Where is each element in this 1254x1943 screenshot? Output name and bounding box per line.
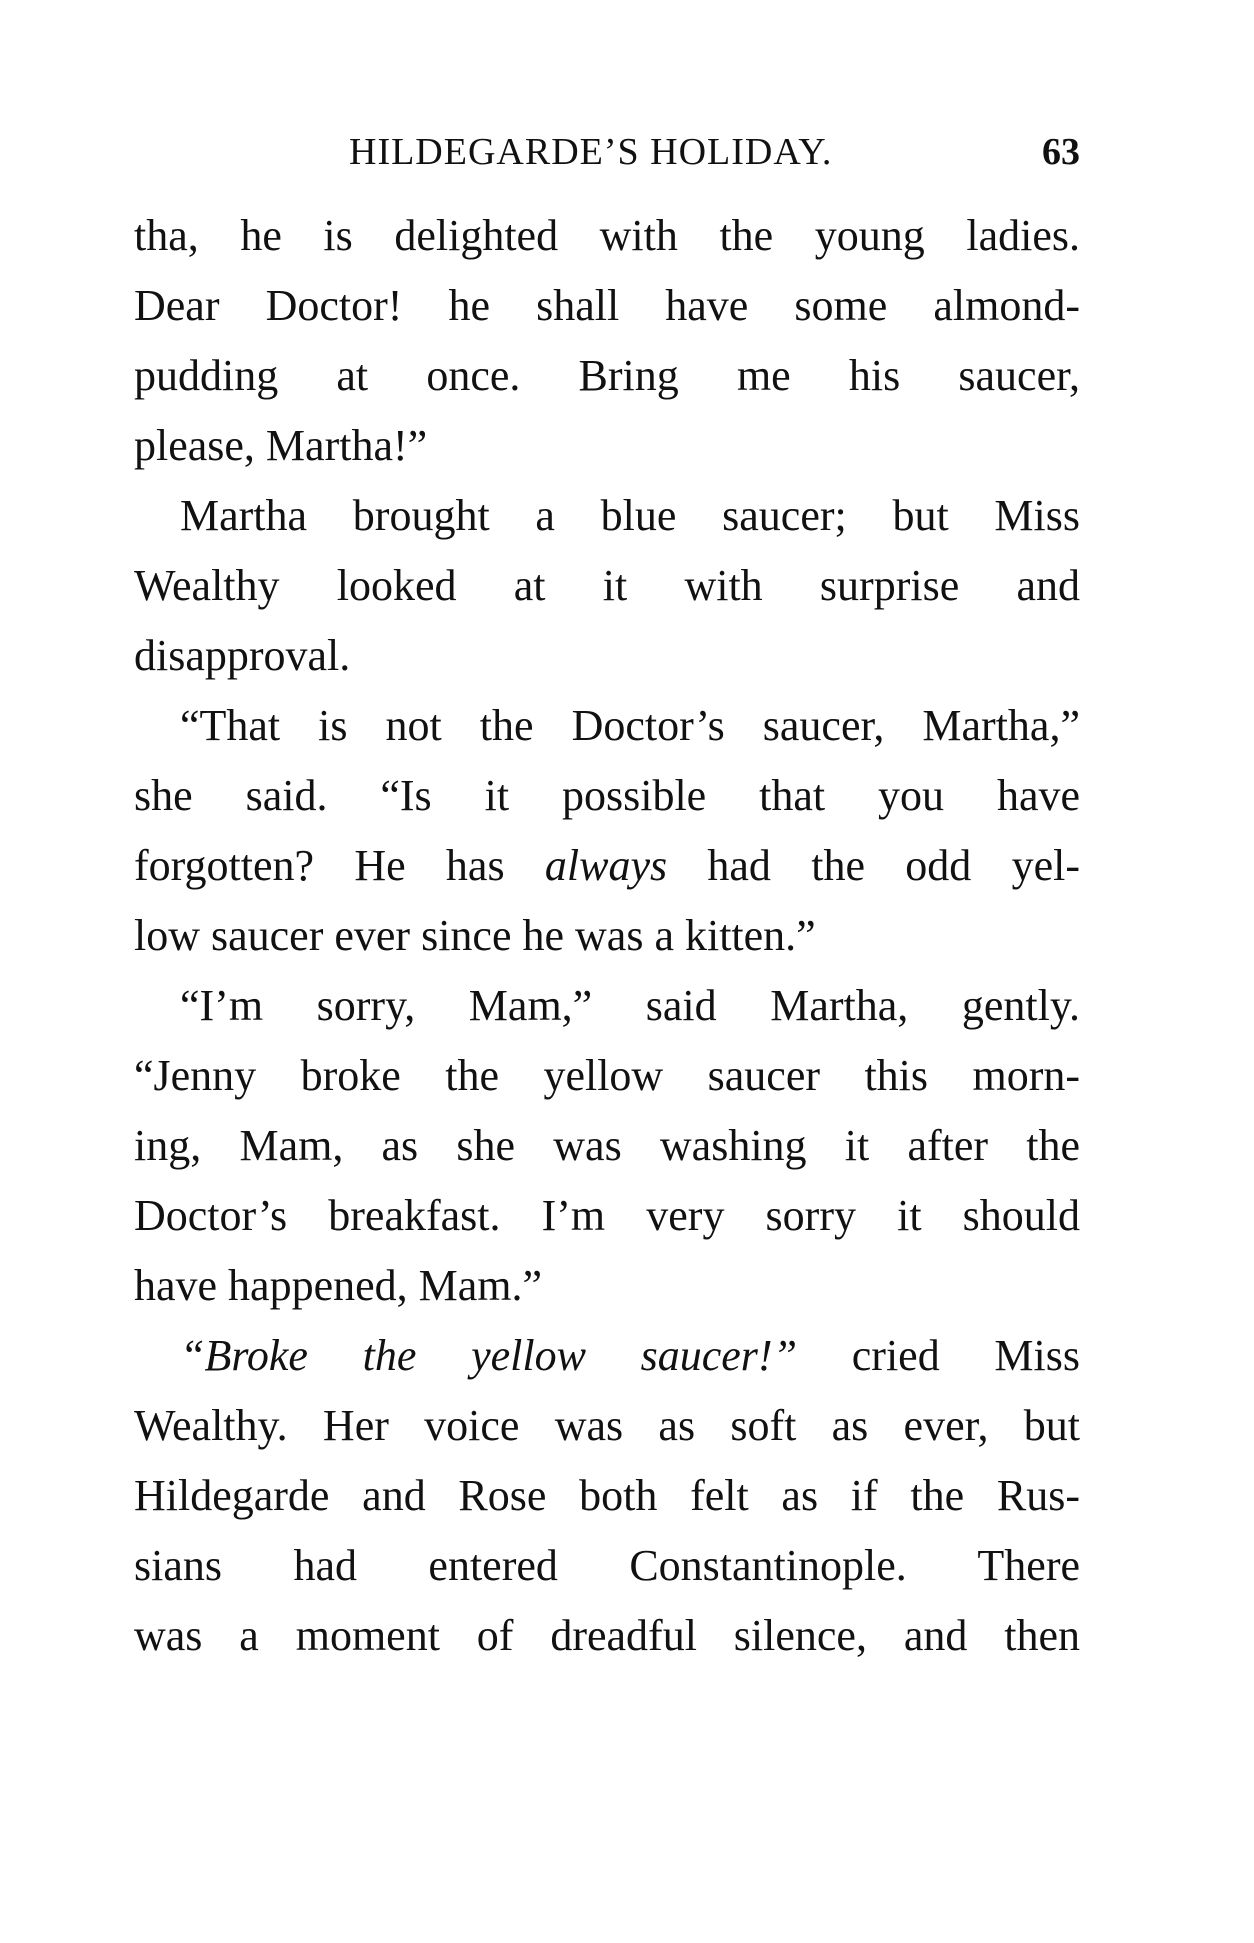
- paragraph-2: [134, 481, 1080, 691]
- text-line: [134, 831, 1080, 901]
- paragraph-1: [134, 201, 1080, 481]
- body-text: [134, 201, 1080, 1671]
- paragraph-4: [134, 971, 1080, 1321]
- text-line: Martha brought a blue saucer; but Miss: [180, 491, 1080, 540]
- page-number: 63: [1042, 131, 1080, 173]
- text-line: tha, he is delighted with the young ladies.: [134, 211, 1080, 260]
- text-line: Dear Doctor! he shall have some almond-: [134, 281, 1080, 330]
- text-line: she said. “Is it possible that you have: [134, 771, 1080, 820]
- text-line: “Jenny broke the yellow saucer this morn-: [134, 1051, 1080, 1100]
- paragraph-3: [134, 691, 1080, 971]
- text-line: disapproval.: [134, 631, 351, 680]
- text-line: “That is not the Doctor’s saucer, Martha,”: [180, 701, 1080, 750]
- italic-emphasis: “Broke the yellow saucer!”: [180, 1331, 798, 1380]
- text-run: forgotten? He has: [134, 841, 545, 890]
- text-run: cried Miss: [797, 1331, 1080, 1380]
- text-line: pudding at once. Bring me his saucer,: [134, 351, 1080, 400]
- text-line: please, Martha!”: [134, 421, 428, 470]
- text-line: low saucer ever since he was a kitten.”: [134, 911, 816, 960]
- page-header: [134, 122, 1080, 182]
- text-line: Doctor’s breakfast. I’m very sorry it should: [134, 1191, 1080, 1240]
- text-line: sians had entered Constantinople. There: [134, 1541, 1080, 1590]
- italic-emphasis: always: [544, 841, 668, 890]
- running-title: HILDEGARDE’S HOLIDAY.: [349, 131, 833, 173]
- text-line: Wealthy. Her voice was as soft as ever, but: [134, 1401, 1080, 1450]
- text-line: Wealthy looked at it with surprise and: [134, 561, 1080, 610]
- text-line: “I’m sorry, Mam,” said Martha, gently.: [180, 981, 1080, 1030]
- text-line: [134, 1321, 1080, 1391]
- text-line: was a moment of dreadful silence, and then: [134, 1611, 1080, 1660]
- text-line: have happened, Mam.”: [134, 1261, 543, 1310]
- paragraph-5: [134, 1321, 1080, 1671]
- text-line: ing, Mam, as she was washing it after the: [134, 1121, 1080, 1170]
- text-run: had the odd yel-: [667, 841, 1080, 890]
- text-line: Hildegarde and Rose both felt as if the Rus-: [134, 1471, 1080, 1520]
